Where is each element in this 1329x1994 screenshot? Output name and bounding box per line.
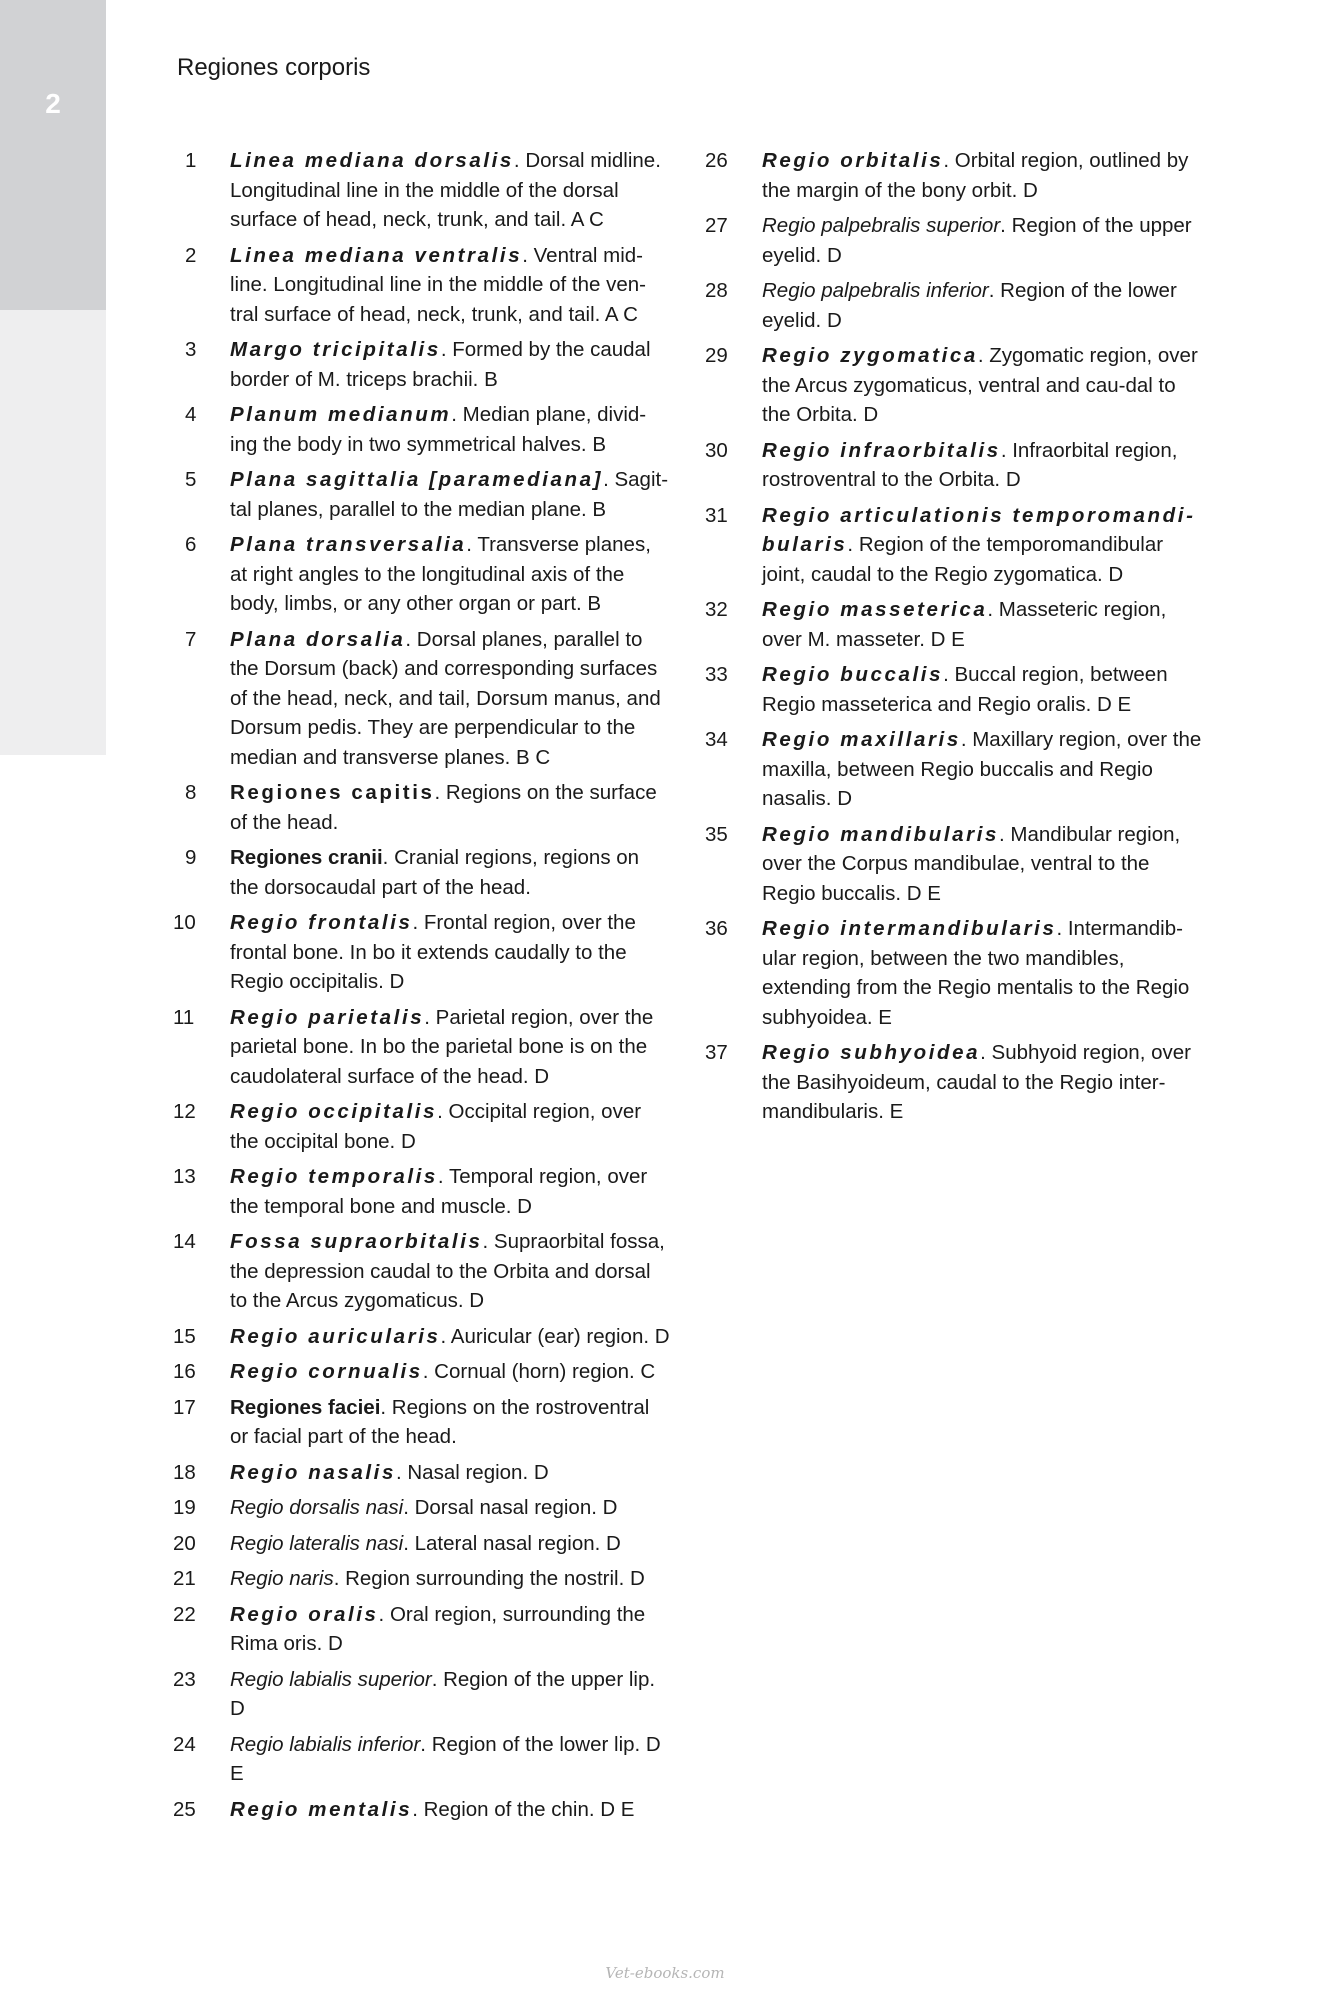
entry-text bbox=[762, 660, 1205, 719]
entry-text bbox=[230, 778, 673, 837]
entry-text bbox=[762, 595, 1205, 654]
entry-text bbox=[230, 335, 673, 394]
entry-term: Regio subhyoidea bbox=[762, 1041, 981, 1064]
entry-term: Regio infraorbitalis bbox=[762, 438, 1001, 462]
entry-description: . Cornual (horn) region. C bbox=[422, 1360, 656, 1383]
entry-text bbox=[762, 914, 1205, 1032]
left-column bbox=[173, 146, 673, 1830]
entry-number: 28 bbox=[705, 279, 728, 302]
entry-description: . Dorsal midline. Longitudinal line in the middle of the dorsal surface of head, neck, trunk, and tail. A C bbox=[230, 149, 661, 231]
entry-number: 29 bbox=[705, 344, 728, 367]
entry-3 bbox=[173, 335, 673, 394]
entry-description: . Region of the temporomandibular joint, caudal to the Regio zygomatica. D bbox=[762, 533, 1164, 586]
entry-term: Planum medianum bbox=[230, 403, 452, 426]
entry-text bbox=[230, 241, 673, 330]
entry-text bbox=[762, 725, 1205, 814]
entry-text bbox=[230, 908, 673, 997]
chapter-number: 2 bbox=[45, 88, 61, 119]
entry-number: 1 bbox=[185, 149, 197, 172]
entry-description: . Region of the upper eyelid. D bbox=[762, 214, 1192, 267]
entry-text bbox=[230, 1795, 673, 1825]
entry-number: 20 bbox=[173, 1531, 196, 1555]
entry-30 bbox=[705, 436, 1205, 495]
entry-number: 31 bbox=[705, 503, 728, 527]
entry-description: . Lateral nasal region. D bbox=[403, 1531, 621, 1555]
entry-description: . Regions on the rostroventral or facial part of the head. bbox=[230, 1395, 650, 1448]
entry-term: Plana dorsalia bbox=[230, 627, 406, 651]
entry-text bbox=[230, 1600, 673, 1659]
entry-description: . Frontal region, over the frontal bone. In bo it extends caudally to the Regio occipitalis. D bbox=[230, 911, 636, 993]
entry-35 bbox=[705, 820, 1205, 909]
entry-term: Regio mentalis bbox=[230, 1797, 413, 1821]
entry-1 bbox=[173, 146, 673, 235]
entry-term: Regio labialis inferior bbox=[230, 1732, 421, 1756]
entry-number: 22 bbox=[173, 1602, 196, 1626]
entry-16 bbox=[173, 1357, 673, 1387]
entry-34 bbox=[705, 725, 1205, 814]
entry-number: 11 bbox=[173, 1005, 195, 1029]
entry-number: 8 bbox=[185, 781, 197, 804]
entry-22 bbox=[173, 1600, 673, 1659]
entry-term: Regio labialis superior bbox=[230, 1667, 432, 1691]
entry-term: Regio articulationis temporomandi-bularis bbox=[762, 503, 1196, 556]
entry-text bbox=[230, 1529, 673, 1559]
entry-number: 12 bbox=[173, 1100, 196, 1123]
entry-description: . Cranial regions, regions on the dorsocaudal part of the head. bbox=[230, 846, 640, 899]
entry-text bbox=[230, 1322, 673, 1352]
entry-term: Regiones capitis bbox=[230, 781, 435, 804]
entry-description: . Formed by the caudal border of M. triceps brachii. B bbox=[230, 338, 651, 391]
entry-description: . Regions on the surface of the head. bbox=[230, 781, 657, 834]
entry-number: 17 bbox=[173, 1395, 196, 1419]
entry-25 bbox=[173, 1795, 673, 1825]
entry-18 bbox=[173, 1458, 673, 1488]
entry-number: 27 bbox=[705, 214, 728, 237]
entry-term: Plana transversalia bbox=[230, 533, 467, 556]
entry-number: 16 bbox=[173, 1360, 196, 1383]
entry-text bbox=[230, 1393, 673, 1452]
entry-2 bbox=[173, 241, 673, 330]
entry-text bbox=[762, 211, 1205, 270]
entry-description: . Region of the upper lip. D bbox=[230, 1667, 656, 1720]
entry-description: . Dorsal planes, parallel to the Dorsum (back) and corresponding surfaces of the head, neck, and tail, Dorsum manus, and Dorsum pedis. They are perpendicular to the median and transverse planes. B C bbox=[230, 627, 661, 769]
entry-description: . Intermandib-ular region, between the two mandibles, extending from the Regio mentalis to the Regio subhyoidea. E bbox=[762, 917, 1190, 1029]
entry-32 bbox=[705, 595, 1205, 654]
entry-term: Regio zygomatica bbox=[762, 344, 978, 367]
entry-description: . Region surrounding the nostril. D bbox=[333, 1567, 645, 1590]
entry-5 bbox=[173, 465, 673, 524]
entry-term: Regiones faciei bbox=[230, 1395, 381, 1419]
entry-number: 23 bbox=[173, 1667, 196, 1691]
entry-14 bbox=[173, 1227, 673, 1316]
entry-number: 25 bbox=[173, 1797, 196, 1821]
entry-text bbox=[230, 1458, 673, 1488]
entry-text bbox=[762, 146, 1205, 205]
entry-description: . Zygomatic region, over the Arcus zygomaticus, ventral and cau-dal to the Orbita. D bbox=[762, 344, 1198, 426]
entry-text bbox=[230, 1162, 673, 1221]
entry-term: Regio occipitalis bbox=[230, 1100, 438, 1123]
entry-number: 7 bbox=[185, 627, 197, 651]
entry-term: Regio frontalis bbox=[230, 911, 413, 934]
entry-description: . Maxillary region, over the maxilla, between Regio buccalis and Regio nasalis. D bbox=[762, 728, 1202, 810]
entry-37 bbox=[705, 1038, 1205, 1127]
entry-description: . Median plane, divid-ing the body in two symmetrical halves. B bbox=[230, 403, 647, 456]
entry-term: Margo tricipitalis bbox=[230, 338, 441, 361]
entry-text bbox=[762, 501, 1205, 590]
entry-term: Regio temporalis bbox=[230, 1165, 438, 1188]
entry-term: Regiones cranii bbox=[230, 846, 383, 869]
running-head: Regiones corporis bbox=[177, 54, 371, 81]
entry-number: 3 bbox=[185, 338, 197, 361]
entry-number: 5 bbox=[185, 468, 197, 491]
entry-term: Plana sagittalia [paramediana] bbox=[230, 468, 604, 491]
entry-description: . Region of the lower lip. D E bbox=[230, 1732, 661, 1785]
entry-term: Regio palpebralis inferior bbox=[762, 279, 989, 302]
chapter-tab bbox=[0, 0, 106, 310]
entry-text bbox=[230, 1493, 673, 1523]
entry-description: . Dorsal nasal region. D bbox=[403, 1496, 618, 1519]
entry-number: 19 bbox=[173, 1496, 196, 1519]
entry-number: 14 bbox=[173, 1230, 196, 1253]
entry-term: Regio oralis bbox=[230, 1602, 379, 1626]
entry-number: 32 bbox=[705, 598, 728, 621]
entry-term: Regio orbitalis bbox=[762, 149, 944, 172]
entry-24 bbox=[173, 1730, 673, 1789]
entry-12 bbox=[173, 1097, 673, 1156]
entry-term: Fossa supraorbitalis bbox=[230, 1230, 483, 1253]
entry-term: Regio lateralis nasi bbox=[230, 1531, 404, 1555]
entry-8 bbox=[173, 778, 673, 837]
entry-number: 26 bbox=[705, 149, 728, 172]
entry-number: 37 bbox=[705, 1041, 728, 1064]
right-column bbox=[705, 146, 1205, 1133]
entry-number: 34 bbox=[705, 728, 728, 751]
entry-4 bbox=[173, 400, 673, 459]
entry-description: . Parietal region, over the parietal bone. In bo the parietal bone is on the caudolateral surface of the head. D bbox=[230, 1005, 654, 1088]
entry-description: . Occipital region, over the occipital bone. D bbox=[230, 1100, 642, 1153]
entry-21 bbox=[173, 1564, 673, 1594]
entry-description: . Nasal region. D bbox=[395, 1460, 549, 1484]
entry-description: . Ventral mid-line. Longitudinal line in the middle of the ven-tral surface of head, neck, trunk, and tail. A C bbox=[230, 243, 646, 326]
entry-term: Linea mediana ventralis bbox=[230, 243, 523, 267]
entry-text bbox=[230, 1227, 673, 1316]
entry-term: Linea mediana dorsalis bbox=[230, 149, 514, 172]
entry-term: Regio auricularis bbox=[230, 1324, 441, 1348]
entry-28 bbox=[705, 276, 1205, 335]
entry-33 bbox=[705, 660, 1205, 719]
entry-description: . Infraorbital region, rostroventral to the Orbita. D bbox=[762, 438, 1178, 491]
entry-term: Regio maxillaris bbox=[762, 728, 961, 751]
entry-text bbox=[230, 1564, 673, 1594]
entry-text bbox=[230, 1730, 673, 1789]
entry-text bbox=[230, 465, 673, 524]
entry-26 bbox=[705, 146, 1205, 205]
entry-number: 21 bbox=[173, 1567, 196, 1590]
entry-number: 13 bbox=[173, 1165, 196, 1188]
entry-description: . Region of the lower eyelid. D bbox=[762, 279, 1177, 332]
entry-text bbox=[230, 1003, 673, 1092]
entry-term: Regio intermandibularis bbox=[762, 917, 1057, 940]
entry-number: 30 bbox=[705, 438, 728, 462]
entry-number: 9 bbox=[185, 846, 197, 869]
entry-term: Regio nasalis bbox=[230, 1460, 396, 1484]
entry-description: . Temporal region, over the temporal bone and muscle. D bbox=[230, 1165, 648, 1218]
entry-number: 15 bbox=[173, 1324, 196, 1348]
entry-36 bbox=[705, 914, 1205, 1032]
entry-term: Regio buccalis bbox=[762, 663, 944, 686]
side-strip bbox=[0, 310, 106, 755]
entry-number: 6 bbox=[185, 533, 197, 556]
entry-31 bbox=[705, 501, 1205, 590]
entry-text bbox=[762, 436, 1205, 495]
entry-description: . Oral region, surrounding the Rima oris. D bbox=[230, 1602, 646, 1655]
entry-text bbox=[230, 400, 673, 459]
entry-text bbox=[230, 1665, 673, 1724]
entry-text bbox=[230, 625, 673, 773]
entry-29 bbox=[705, 341, 1205, 430]
entry-term: Regio cornualis bbox=[230, 1360, 423, 1383]
entry-term: Regio masseterica bbox=[762, 598, 988, 621]
entry-20 bbox=[173, 1529, 673, 1559]
entry-13 bbox=[173, 1162, 673, 1221]
entry-term: Regio mandibularis bbox=[762, 822, 1000, 846]
entry-description: . Buccal region, between Regio masseterica and Regio oralis. D E bbox=[762, 663, 1168, 716]
entry-text bbox=[230, 843, 673, 902]
entry-7 bbox=[173, 625, 673, 773]
entry-number: 24 bbox=[173, 1732, 196, 1756]
entry-term: Regio dorsalis nasi bbox=[230, 1496, 404, 1519]
entry-number: 33 bbox=[705, 663, 728, 686]
entry-term: Regio palpebralis superior bbox=[762, 214, 1001, 237]
entry-number: 35 bbox=[705, 822, 728, 846]
entry-19 bbox=[173, 1493, 673, 1523]
entry-number: 4 bbox=[185, 403, 197, 426]
entry-text bbox=[762, 820, 1205, 909]
entry-number: 10 bbox=[173, 911, 196, 934]
entry-term: Regio parietalis bbox=[230, 1005, 425, 1029]
entry-description: . Transverse planes, at right angles to the longitudinal axis of the body, limbs, or any other organ or part. B bbox=[230, 533, 651, 615]
entry-description: . Subhyoid region, over the Basihyoideum, caudal to the Regio inter-mandibularis. E bbox=[762, 1041, 1191, 1123]
entry-description: . Mandibular region, over the Corpus mandibulae, ventral to the Regio buccalis. D E bbox=[762, 822, 1181, 905]
entry-number: 18 bbox=[173, 1460, 196, 1484]
entry-description: . Orbital region, outlined by the margin of the bony orbit. D bbox=[762, 149, 1189, 202]
entry-11 bbox=[173, 1003, 673, 1092]
entry-15 bbox=[173, 1322, 673, 1352]
entry-term: Regio naris bbox=[230, 1567, 334, 1590]
entry-9 bbox=[173, 843, 673, 902]
entry-text bbox=[762, 341, 1205, 430]
entry-text bbox=[762, 276, 1205, 335]
entry-27 bbox=[705, 211, 1205, 270]
watermark-logo: Vet-ebooks.com bbox=[605, 1964, 725, 1982]
entry-description: . Region of the chin. D E bbox=[412, 1797, 635, 1821]
entry-text bbox=[230, 1097, 673, 1156]
entry-description: . Auricular (ear) region. D bbox=[440, 1324, 670, 1348]
entry-6 bbox=[173, 530, 673, 619]
entry-number: 36 bbox=[705, 917, 728, 940]
entry-text bbox=[230, 530, 673, 619]
entry-description: . Supraorbital fossa, the depression caudal to the Orbita and dorsal to the Arcus zygomaticus. D bbox=[230, 1230, 665, 1312]
entry-description: . Sagit-tal planes, parallel to the median plane. B bbox=[230, 468, 669, 521]
entry-description: . Masseteric region, over M. masseter. D E bbox=[762, 598, 1167, 651]
entry-10 bbox=[173, 908, 673, 997]
entry-text bbox=[230, 146, 673, 235]
entry-text bbox=[230, 1357, 673, 1387]
entry-text bbox=[762, 1038, 1205, 1127]
entry-number: 2 bbox=[185, 243, 197, 267]
entry-17 bbox=[173, 1393, 673, 1452]
entry-23 bbox=[173, 1665, 673, 1724]
